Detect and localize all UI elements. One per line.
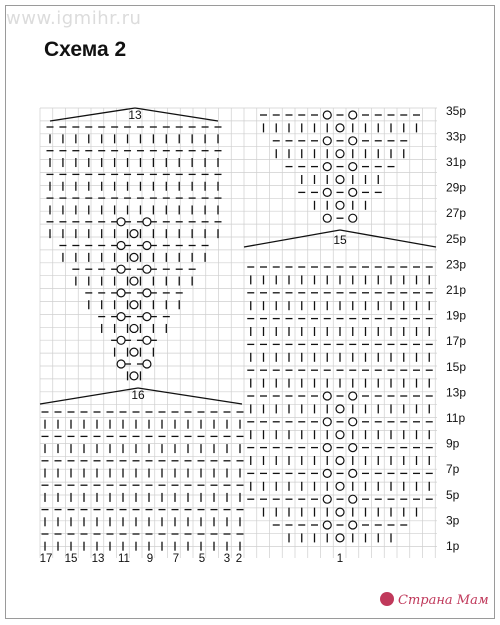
yarn-over-symbol bbox=[323, 188, 331, 196]
chart-title: Схема 2 bbox=[44, 38, 127, 61]
yarn-over-symbol bbox=[130, 230, 138, 238]
yarn-over-symbol bbox=[323, 392, 331, 400]
yarn-over-symbol bbox=[143, 218, 151, 226]
yarn-over-symbol bbox=[130, 348, 138, 356]
yarn-over-symbol bbox=[336, 482, 344, 490]
yarn-over-symbol bbox=[336, 176, 344, 184]
yarn-over-symbol bbox=[323, 469, 331, 477]
yarn-over-symbol bbox=[130, 324, 138, 332]
peak-line bbox=[138, 388, 242, 404]
row-label: 9p bbox=[446, 436, 460, 451]
peak-line bbox=[50, 108, 135, 121]
yarn-over-symbol bbox=[143, 360, 151, 368]
yarn-over-symbol bbox=[117, 360, 125, 368]
yarn-over-symbol bbox=[349, 418, 357, 426]
yarn-over-symbol bbox=[323, 137, 331, 145]
yarn-over-symbol bbox=[143, 289, 151, 297]
column-label: 2 bbox=[235, 553, 243, 565]
row-label: 19p bbox=[446, 308, 467, 323]
yarn-over-symbol bbox=[323, 111, 331, 119]
peak-line bbox=[340, 230, 436, 247]
stitch-symbols bbox=[42, 111, 433, 551]
yarn-over-symbol bbox=[117, 336, 125, 344]
yarn-over-symbol bbox=[130, 277, 138, 285]
watermark: www.igmihr.ru bbox=[6, 8, 142, 29]
block-peak-lines bbox=[40, 108, 436, 404]
yarn-over-symbol bbox=[130, 253, 138, 261]
site-logo bbox=[380, 592, 489, 608]
yarn-over-symbol bbox=[130, 301, 138, 309]
yarn-over-symbol bbox=[349, 392, 357, 400]
column-label: 3 bbox=[223, 553, 231, 565]
chart-grid bbox=[40, 108, 437, 558]
yarn-over-symbol bbox=[143, 265, 151, 273]
yarn-over-symbol bbox=[349, 137, 357, 145]
row-label: 13p bbox=[446, 385, 467, 400]
yarn-over-symbol bbox=[336, 150, 344, 158]
row-label: 15p bbox=[446, 359, 467, 374]
row-label: 29p bbox=[446, 180, 467, 195]
yarn-over-symbol bbox=[349, 163, 357, 171]
row-label: 17p bbox=[446, 334, 467, 349]
peak-line bbox=[40, 388, 138, 404]
column-label: 13 bbox=[91, 553, 105, 565]
yarn-over-symbol bbox=[117, 313, 125, 321]
yarn-over-symbol bbox=[323, 495, 331, 503]
row-label: 23p bbox=[446, 257, 467, 272]
column-label: 11 bbox=[118, 553, 130, 565]
yarn-over-symbol bbox=[336, 508, 344, 516]
yarn-over-symbol bbox=[349, 214, 357, 222]
yarn-over-symbol bbox=[117, 242, 125, 250]
column-label: 5 bbox=[198, 553, 206, 565]
yarn-over-symbol bbox=[323, 163, 331, 171]
row-label: 11p bbox=[446, 411, 466, 425]
yarn-over-symbol bbox=[336, 457, 344, 465]
logo-text: Страна Мам bbox=[398, 593, 489, 608]
column-label: 7 bbox=[172, 553, 180, 565]
yarn-over-symbol bbox=[323, 214, 331, 222]
block-label: 13 bbox=[128, 108, 142, 122]
yarn-over-symbol bbox=[336, 431, 344, 439]
yarn-over-symbol bbox=[143, 313, 151, 321]
row-label: 35p bbox=[446, 103, 467, 118]
column-label: 9 bbox=[146, 553, 154, 565]
yarn-over-symbol bbox=[143, 242, 151, 250]
yarn-over-symbol bbox=[349, 188, 357, 196]
yarn-over-symbol bbox=[143, 336, 151, 344]
yarn-over-symbol bbox=[117, 289, 125, 297]
row-label: 25p bbox=[446, 231, 467, 246]
yarn-over-symbol bbox=[130, 372, 138, 380]
yarn-over-symbol bbox=[349, 469, 357, 477]
column-label: 15 bbox=[64, 553, 78, 565]
yarn-over-symbol bbox=[336, 405, 344, 413]
row-label: 27p bbox=[446, 206, 467, 221]
yarn-over-symbol bbox=[349, 495, 357, 503]
yarn-over-symbol bbox=[117, 218, 125, 226]
block-label: 15 bbox=[333, 233, 347, 247]
yarn-over-symbol bbox=[349, 521, 357, 529]
row-label: 3p bbox=[446, 513, 460, 528]
yarn-over-symbol bbox=[336, 124, 344, 132]
yarn-over-symbol bbox=[323, 418, 331, 426]
apple-icon bbox=[380, 592, 394, 606]
block-label: 16 bbox=[131, 388, 145, 402]
yarn-over-symbol bbox=[323, 521, 331, 529]
yarn-over-symbol bbox=[336, 201, 344, 209]
column-label: 1 bbox=[336, 553, 344, 565]
row-label: 7p bbox=[446, 462, 460, 477]
peak-line bbox=[244, 230, 340, 247]
column-label: 17 bbox=[39, 553, 53, 565]
row-label: 21p bbox=[446, 283, 467, 297]
yarn-over-symbol bbox=[349, 444, 357, 452]
row-label: 1p bbox=[446, 539, 460, 553]
yarn-over-symbol bbox=[323, 444, 331, 452]
yarn-over-symbol bbox=[117, 265, 125, 273]
row-label: 33p bbox=[446, 129, 467, 144]
yarn-over-symbol bbox=[336, 534, 344, 542]
row-label: 31p bbox=[446, 155, 467, 169]
yarn-over-symbol bbox=[349, 111, 357, 119]
row-label: 5p bbox=[446, 487, 460, 502]
